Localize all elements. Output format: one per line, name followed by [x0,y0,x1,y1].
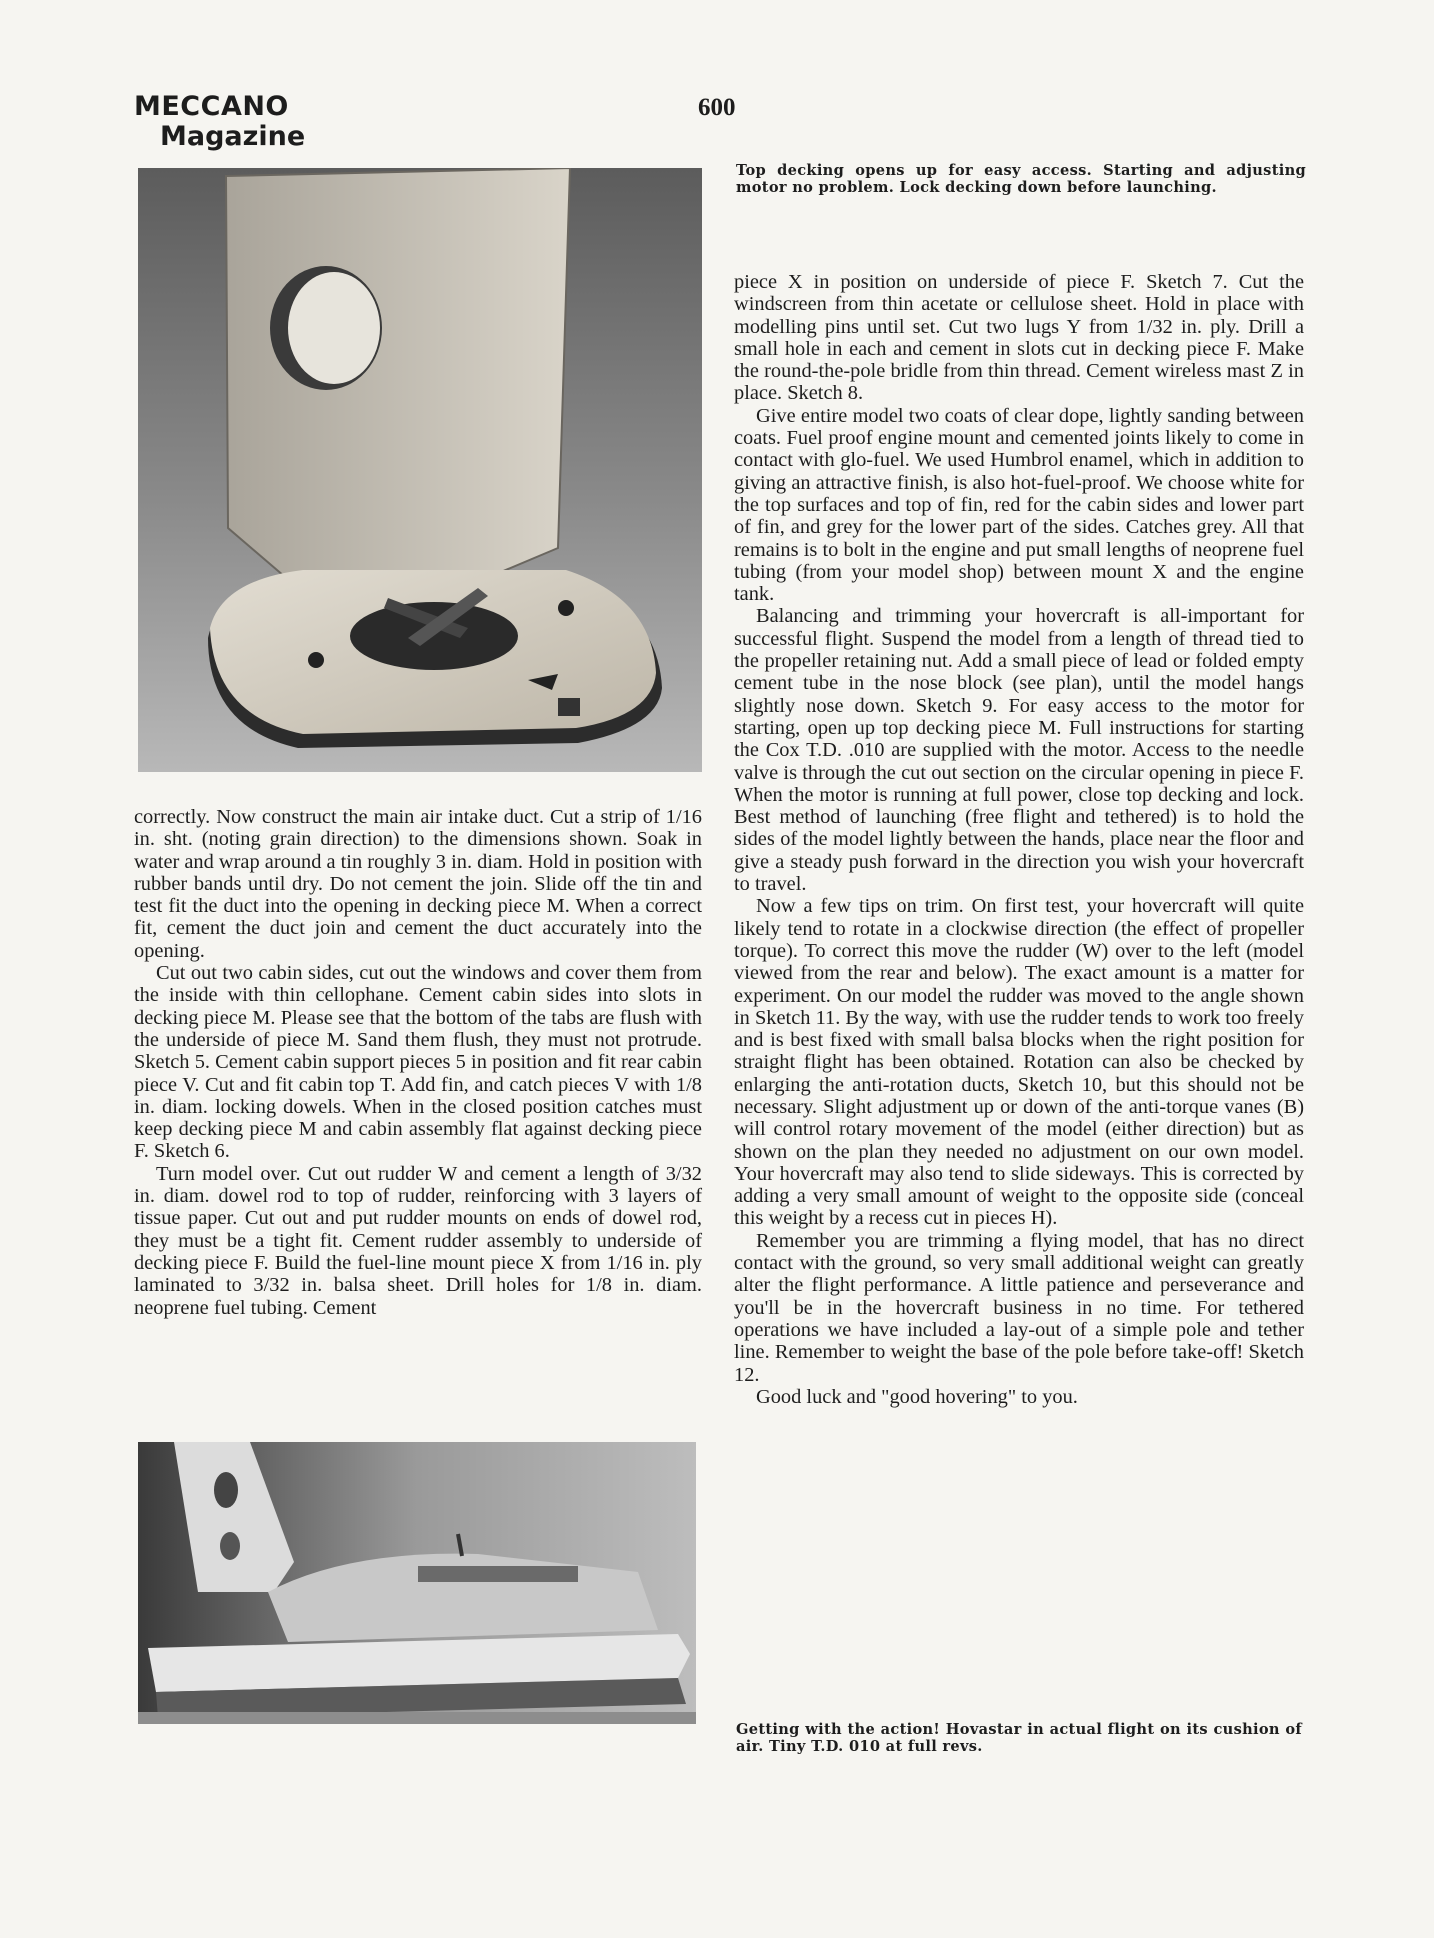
right-paragraph: Good luck and "good hovering" to you. [756,1385,1078,1408]
right-paragraph: piece X in position on underside of piece F. Sketch 7. Cut the windscreen from thin acetate or cellulose sheet. Hold in place with modelling pins until set. Cut two lugs Y from 1/32 in. ply. Drill a small hole in each and cement in slots cut in decking piece F. Make the round-the-pole bridle from thin thread. Cement wireless mast Z in place. Sketch 8. [734,271,1304,405]
right-paragraph: Give entire model two coats of clear dope, lightly sanding between coats. Fuel proof engine mount and cemented joints likely to come in contact with glo-fuel. We used Humbrol enamel, which in addition to giving an attractive finish, is also hot-fuel-proof. We choose white for the top surfaces and top of fin, red for the cabin sides and lower part of fin, and grey for the lower part of the sides. Catches grey. All that remains is to bolt in the engine and put small lengths of neoprene fuel tubing (from your model shop) between mount X and the engine tank. [734,404,1304,606]
photo-hovercraft-in-flight [138,1442,696,1724]
right-paragraph: Balancing and trimming your hovercraft is all-important for successful flight. Suspend the model from a length of thread tied to the propeller retaining nut. Add a small piece of lead or folded empty cement tube in the nose block (see plan), until the model hangs slightly nose down. Sketch 9. For easy access to the motor for starting, open up top decking piece M. Full instructions for starting the Cox T.D. .010 are supplied with the motor. Access to the needle valve is through the cut out section on the circular opening in piece F. When the motor is running at full power, close top decking and lock. Best method of launching (free flight and tethered) is to hold the sides of the model lightly between the hands, place near the floor and give a steady push forward in the direction you wish your hovercraft to travel. [734,605,1304,896]
left-paragraph: correctly. Now construct the main air intake duct. Cut a strip of 1/16 in. sht. (noting grain direction) to the dimensions shown. Soak in water and wrap around a tin roughly 3 in. diam. Hold in position with rubber bands until dry. Do not cement the join. Slide off the tin and test fit the duct into the opening in decking piece M. When a correct fit, cement the duct join and cement the duct accurately into the opening. [134,806,703,962]
right-paragraph: Now a few tips on trim. On first test, your hovercraft will quite likely tend to rotate in a clockwise direction (the effect of propeller torque). To correct this move the rudder (W) over to the left (model viewed from the rear and below). The exact amount is a matter for experiment. On our model the rudder was moved to the angle shown in Sketch 11. By the way, with use the rudder tends to work too freely and is best fixed with small balsa blocks when the right position for straight flight has been obtained. Rotation can also be checked by enlarging the anti-rotation ducts, Sketch 10, but this should not be necessary. Slight adjustment up or down of the anti-torque vanes (B) will control rotary movement of the model (either direction) but as shown on the plan they needed no adjustment on our own model. Your hovercraft may also tend to slide sideways. This is corrected by adding a very small amount of weight to the opposite side (conceal this weight by a recess cut in pieces H). [734,895,1304,1230]
masthead-title: MECCANO [134,91,289,122]
photo-open-decking [138,168,702,772]
caption-top: Top decking opens up for easy access. Starting and adjusting motor no problem. Lock decking down before launching. [736,162,1306,196]
page-number: 600 [698,94,736,121]
masthead [134,92,334,152]
masthead-subtitle: Magazine [160,121,306,152]
right-paragraph: Remember you are trimming a flying model, that has no direct contact with the ground, so very small additional weight can greatly alter the flight performance. A little patience and perseverance and you'll be in the hovercraft business in no time. For tethered operations we have included a lay-out of a simple pole and tether line. Remember to weight the base of the pole before take-off! Sketch 12. [734,1229,1304,1386]
left-column [134,806,702,1319]
left-paragraph: Turn model over. Cut out rudder W and cement a length of 3/32 in. diam. dowel rod to top of rudder, reinforcing with 3 layers of tissue paper. Cut out and put rudder mounts on ends of dowel rod, they must be a tight fit. Cement rudder assembly to underside of decking piece F. Build the fuel-line mount piece X from 1/16 in. ply laminated to 3/32 in. balsa sheet. Drill holes for 1/8 in. diam. neoprene fuel tubing. Cement [134,1162,702,1319]
right-column [734,271,1304,1408]
left-paragraph: Cut out two cabin sides, cut out the windows and cover them from the inside with thin cellophane. Cement cabin sides into slots in decking piece M. Please see that the bottom of the tabs are flush with the underside of piece M. Sand them flush, they must not protrude. Sketch 5. Cement cabin support pieces 5 in position and fit rear cabin piece V. Cut and fit cabin top T. Add fin, and catch pieces V with 1/8 in. diam. locking dowels. When in the closed position catches must keep decking piece M and cabin assembly flat against decking piece F. Sketch 6. [134,962,702,1163]
caption-bottom: Getting with the action! Hovastar in actual flight on its cushion of air. Tiny T.D. 010 at full revs. [736,1721,1302,1755]
